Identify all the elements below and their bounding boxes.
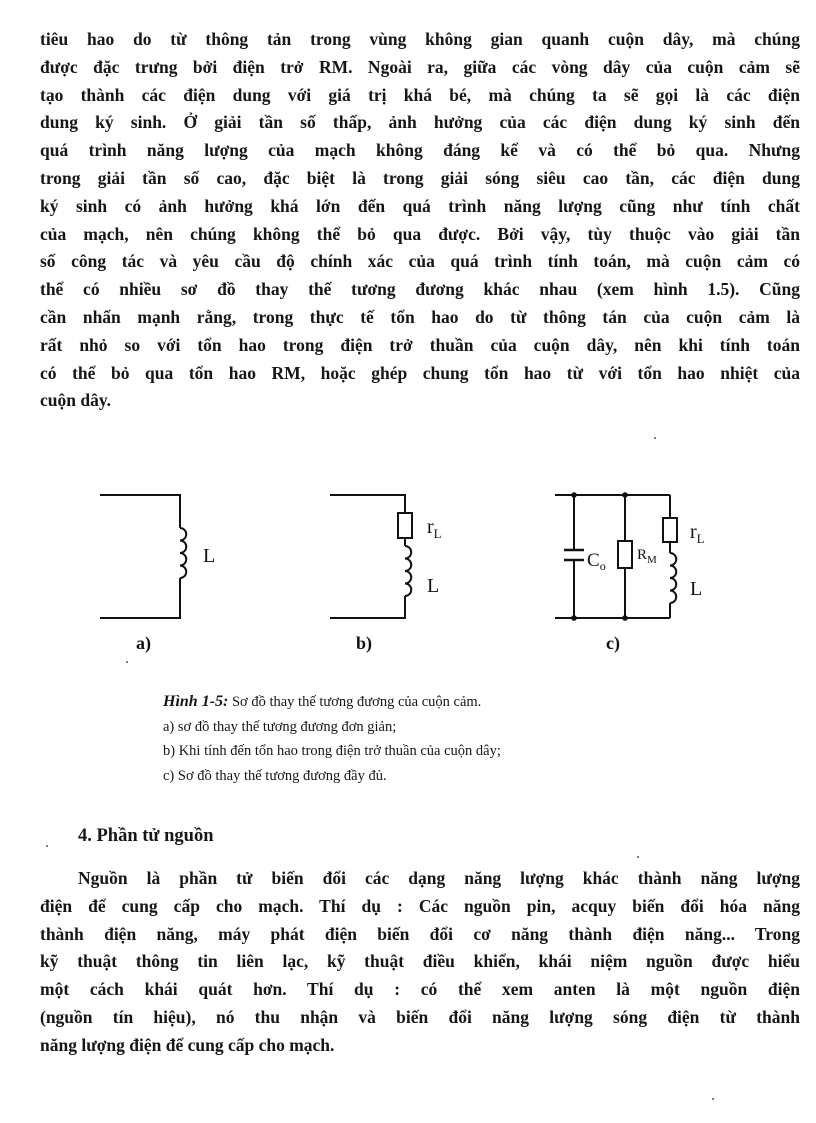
- text-line: có thể bỏ qua tổn hao RM, hoặc ghép chung tổn hao từ với tổn hao nhiệt của: [40, 362, 800, 383]
- figure-caption: [163, 690, 501, 788]
- circuit-a-label: a): [136, 633, 151, 653]
- section-heading: 4. Phần tử nguồn: [78, 826, 214, 846]
- caption-item: b) Khi tính đến tổn hao trong điện trở thuần của cuộn dây;: [163, 743, 501, 760]
- text-line: cần nhấn mạnh rằng, trong thực tế tổn hao do từ thông tán của cuộn cảm là: [40, 306, 800, 327]
- paragraph-1: [40, 26, 800, 415]
- circuit-a: [100, 495, 215, 654]
- text-line: được đặc trưng bởi điện trở RM. Ngoài ra, giữa các vòng dây của cuộn cảm sẽ: [40, 56, 800, 77]
- resistor-icon: [663, 518, 677, 542]
- capacitor-icon: [564, 550, 584, 560]
- text-line: thể có nhiều sơ đồ thay thế tương đương khác nhau (xem hình 1.5). Cũng: [40, 279, 800, 300]
- text-line: cuộn dây.: [40, 390, 111, 411]
- equivalent-circuit-figure: [0, 478, 816, 658]
- text-line: ký sinh có ảnh hưởng khá lớn đến quá trình năng lượng cũng như tính chất: [40, 195, 800, 216]
- text-line: Nguồn là phần tử biến đổi các dạng năng lượng khác thành năng lượng: [78, 868, 800, 888]
- inductor-label: L: [427, 575, 440, 597]
- text-line: thành điện năng, máy phát điện biến đổi cơ năng thành điện năng... Trong: [40, 923, 800, 944]
- text-line: của mạch, nên chúng không thể bỏ qua được. Bởi vậy, tùy thuộc vào giải tần: [40, 223, 800, 244]
- circuit-b: [330, 495, 442, 654]
- text-line: quá trình năng lượng của mạch không đáng kể và có thể bỏ qua. Nhưng: [40, 140, 800, 161]
- text-line: số công tác và yêu cầu độ chính xác của quá trình tính toán, mà cuộn cảm có: [40, 251, 800, 272]
- resistor-icon: [618, 541, 632, 568]
- text-line: tạo thành các điện dung với giá trị khá bé, mà chúng ta sẽ gọi là các điện: [40, 84, 800, 105]
- text-line: năng lượng điện để cung cấp cho mạch.: [40, 1034, 335, 1055]
- caption-title-text: Sơ đồ thay thế tương đương của cuộn cảm.: [228, 694, 482, 710]
- circuit-c: [555, 492, 705, 654]
- resistor-icon: [398, 513, 412, 538]
- scan-speck: [637, 856, 639, 858]
- inductor-coil-icon: [670, 553, 676, 603]
- circuit-a-wires: [100, 495, 180, 618]
- text-line: một cách khái quát hơn. Thí dụ : có thể xem anten là một nguồn điện: [40, 979, 800, 1000]
- text-line: (nguồn tín hiệu), nó thu nhận và biến đổi năng lượng sóng điện từ thành: [40, 1006, 800, 1027]
- scan-speck: [46, 845, 48, 847]
- inductor-label: L: [203, 545, 216, 567]
- capacitor-label: $C_o$: [587, 550, 606, 573]
- caption-lead: Hình 1-5:: [163, 693, 229, 710]
- text-line: tiêu hao do từ thông tản trong vùng không gian quanh cuộn dây, mà chúng: [40, 29, 800, 49]
- rm-label: $R_M$: [637, 547, 657, 566]
- circuit-c-label: c): [606, 633, 620, 653]
- caption-item: c) Sơ đồ thay thế tương đương đầy đủ.: [163, 767, 387, 784]
- text-line: kỹ thuật thông tin liên lạc, kỹ thuật điều khiển, khái niệm nguồn được hiểu: [40, 951, 800, 972]
- inductor-coil-icon: [180, 528, 186, 578]
- inductor-label: L: [690, 578, 703, 600]
- text-line: điện để cung cấp cho mạch. Thí dụ : Các nguồn pin, acquy biến đổi hóa năng: [40, 895, 800, 916]
- text-line: dung ký sinh. Ở giải tần số thấp, ảnh hưởng của các điện dung ký sinh đến: [40, 112, 800, 133]
- paragraph-2: [40, 865, 800, 1060]
- scan-speck: [712, 1098, 714, 1100]
- circuit-b-label: b): [356, 633, 373, 653]
- caption-title: [163, 690, 501, 715]
- scan-speck: [654, 437, 656, 439]
- scan-speck: [126, 661, 128, 663]
- text-line: trong giải tần số cao, đặc biệt là trong giải sóng siêu cao tần, các điện dung: [40, 167, 800, 188]
- circuit-b-wires: [330, 495, 405, 618]
- caption-item: a) sơ đồ thay thế tương đương đơn giản;: [163, 718, 397, 735]
- text-line: rất nhỏ so với tổn hao trong điện trở thuần của cuộn dây, nên khi tính toán: [40, 334, 800, 355]
- inductor-coil-icon: [405, 546, 411, 596]
- resistor-label: $r_L$: [427, 516, 442, 541]
- resistor-label: $r_L$: [690, 521, 705, 546]
